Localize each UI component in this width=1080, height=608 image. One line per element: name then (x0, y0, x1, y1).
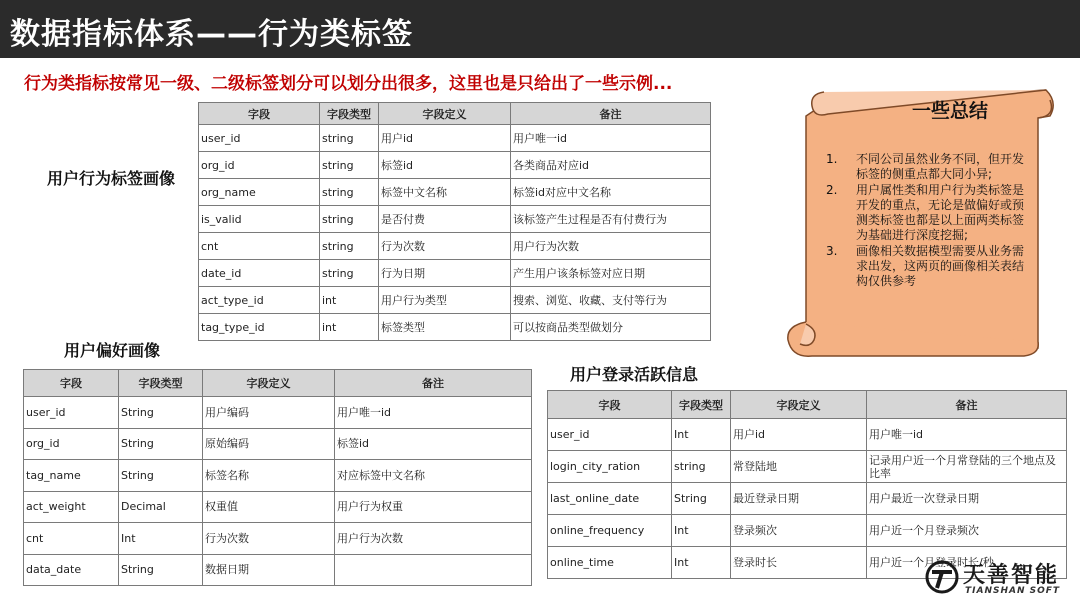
logo-sub: TIANSHAN SOFT (965, 586, 1061, 596)
table-cell: 标签类型 (379, 314, 511, 341)
table-cell: user_id (24, 397, 119, 429)
page-subtitle: 行为类指标按常见一级、二级标签划分可以划分出很多，这里也是只给出了一些示例... (24, 74, 673, 94)
table-cell: 用户行为次数 (335, 523, 532, 555)
table-row (24, 460, 532, 492)
table-cell: 数据日期 (203, 554, 335, 586)
table-cell: Int (672, 419, 731, 451)
title-bar (0, 0, 1080, 58)
column-header: 字段类型 (119, 370, 203, 397)
table-cell: 行为次数 (379, 233, 511, 260)
table-cell: Int (119, 523, 203, 555)
table-cell: org_id (24, 428, 119, 460)
table-cell: 登录频次 (731, 515, 867, 547)
table-cell: 用户唯一id (867, 419, 1067, 451)
table-cell: 用户行为类型 (379, 287, 511, 314)
table-cell: act_weight (24, 491, 119, 523)
table-cell: tag_type_id (199, 314, 320, 341)
table-cell: 用户编码 (203, 397, 335, 429)
table-cell (335, 554, 532, 586)
table-cell: String (119, 428, 203, 460)
summary-title: 一些总结 (912, 100, 989, 122)
table-row (24, 491, 532, 523)
column-header: 字段类型 (320, 103, 379, 125)
table-cell: 各类商品对应id (511, 152, 711, 179)
table-cell: 行为次数 (203, 523, 335, 555)
table-cell: string (320, 125, 379, 152)
table-header-row (24, 370, 532, 397)
table-cell: 标签id对应中文名称 (511, 179, 711, 206)
table-cell: tag_name (24, 460, 119, 492)
table-cell: string (320, 179, 379, 206)
table-cell: 原始编码 (203, 428, 335, 460)
table-header-row (548, 391, 1067, 419)
table-cell: date_id (199, 260, 320, 287)
table-cell: 该标签产生过程是否有付费行为 (511, 206, 711, 233)
table-row (24, 397, 532, 429)
table-cell: last_online_date (548, 483, 672, 515)
column-header: 字段 (24, 370, 119, 397)
table-row (548, 419, 1067, 451)
table-row (24, 428, 532, 460)
table-cell: String (119, 460, 203, 492)
user-preference-table (23, 369, 532, 586)
table-cell: 最近登录日期 (731, 483, 867, 515)
table-cell: cnt (24, 523, 119, 555)
column-header: 字段 (548, 391, 672, 419)
table-cell: 登录时长 (731, 547, 867, 579)
table-cell: string (672, 451, 731, 483)
table2-label: 用户偏好画像 (64, 341, 161, 360)
table-cell: data_date (24, 554, 119, 586)
company-logo (925, 556, 1075, 604)
column-header: 字段 (199, 103, 320, 125)
table1-label: 用户行为标签画像 (47, 169, 176, 188)
logo-mark-icon (925, 560, 959, 594)
table-cell: act_type_id (199, 287, 320, 314)
table-cell: int (320, 314, 379, 341)
table-row (24, 554, 532, 586)
table-cell: 搜索、浏览、收藏、支付等行为 (511, 287, 711, 314)
table-row (199, 125, 711, 152)
table-cell: 产生用户该条标签对应日期 (511, 260, 711, 287)
table-cell: 权重值 (203, 491, 335, 523)
table-cell: 用户唯一id (511, 125, 711, 152)
table-cell: 用户近一个月登录频次 (867, 515, 1067, 547)
table-cell: int (320, 287, 379, 314)
table-cell: 标签中文名称 (379, 179, 511, 206)
table-header-row (199, 103, 711, 125)
table-cell: string (320, 152, 379, 179)
table-cell: Decimal (119, 491, 203, 523)
summary-list (826, 152, 1024, 290)
table-cell: 用户行为次数 (511, 233, 711, 260)
table-cell: user_id (199, 125, 320, 152)
table-row (548, 451, 1067, 483)
table-row (548, 483, 1067, 515)
table-cell: 用户近一个月登录时长/秒 (867, 547, 1067, 579)
table-cell: 用户id (379, 125, 511, 152)
table-cell: org_name (199, 179, 320, 206)
table-row (199, 314, 711, 341)
column-header: 备注 (335, 370, 532, 397)
table-cell: 记录用户近一个月常登陆的三个地点及比率 (867, 451, 1067, 483)
column-header: 备注 (867, 391, 1067, 419)
table-cell: String (672, 483, 731, 515)
table-cell: String (119, 397, 203, 429)
table-row (199, 233, 711, 260)
summary-item: 1. 不同公司虽然业务不同，但开发标签的侧重点都大同小异; (826, 152, 1025, 181)
table-row (548, 515, 1067, 547)
table-row (199, 152, 711, 179)
table-row (199, 287, 711, 314)
table-cell: Int (672, 547, 731, 579)
table3-label: 用户登录活跃信息 (570, 365, 699, 384)
table-cell: Int (672, 515, 731, 547)
table-cell: 用户id (731, 419, 867, 451)
table-cell: 标签id (335, 428, 532, 460)
table-cell: string (320, 233, 379, 260)
table-cell: 用户行为权重 (335, 491, 532, 523)
user-login-activity-table (547, 390, 1067, 579)
table-row (199, 179, 711, 206)
table-cell: user_id (548, 419, 672, 451)
table-cell: cnt (199, 233, 320, 260)
table-cell: String (119, 554, 203, 586)
table-cell: online_frequency (548, 515, 672, 547)
table-cell: 是否付费 (379, 206, 511, 233)
table-cell: string (320, 260, 379, 287)
table-cell: 标签id (379, 152, 511, 179)
table-row (199, 206, 711, 233)
table-cell: string (320, 206, 379, 233)
table-cell: 用户最近一次登录日期 (867, 483, 1067, 515)
table-cell: is_valid (199, 206, 320, 233)
summary-item: 3. 画像相关数据模型需要从业务需求出发，这两页的画像相关表结构仅供参考 (826, 244, 1025, 288)
column-header: 字段定义 (203, 370, 335, 397)
table-row (199, 260, 711, 287)
column-header: 字段类型 (672, 391, 731, 419)
table-cell: 用户唯一id (335, 397, 532, 429)
page-title: 数据指标体系——行为类标签 (10, 17, 413, 52)
summary-item: 2. 用户属性类和用户行为类标签是开发的重点，无论是做偏好或预测类标签也都是以上面两类标签为基础进行深度挖掘; (826, 183, 1025, 242)
table-cell: 行为日期 (379, 260, 511, 287)
table-cell: 对应标签中文名称 (335, 460, 532, 492)
table-cell: 常登陆地 (731, 451, 867, 483)
table-row (24, 523, 532, 555)
column-header: 字段定义 (731, 391, 867, 419)
table-cell: online_time (548, 547, 672, 579)
user-behavior-tag-table (198, 102, 711, 341)
table-cell: login_city_ration (548, 451, 672, 483)
table-cell: 标签名称 (203, 460, 335, 492)
column-header: 备注 (511, 103, 711, 125)
logo-name: 天善智能 (963, 563, 1060, 588)
table-cell: 可以按商品类型做划分 (511, 314, 711, 341)
table-cell: org_id (199, 152, 320, 179)
column-header: 字段定义 (379, 103, 511, 125)
